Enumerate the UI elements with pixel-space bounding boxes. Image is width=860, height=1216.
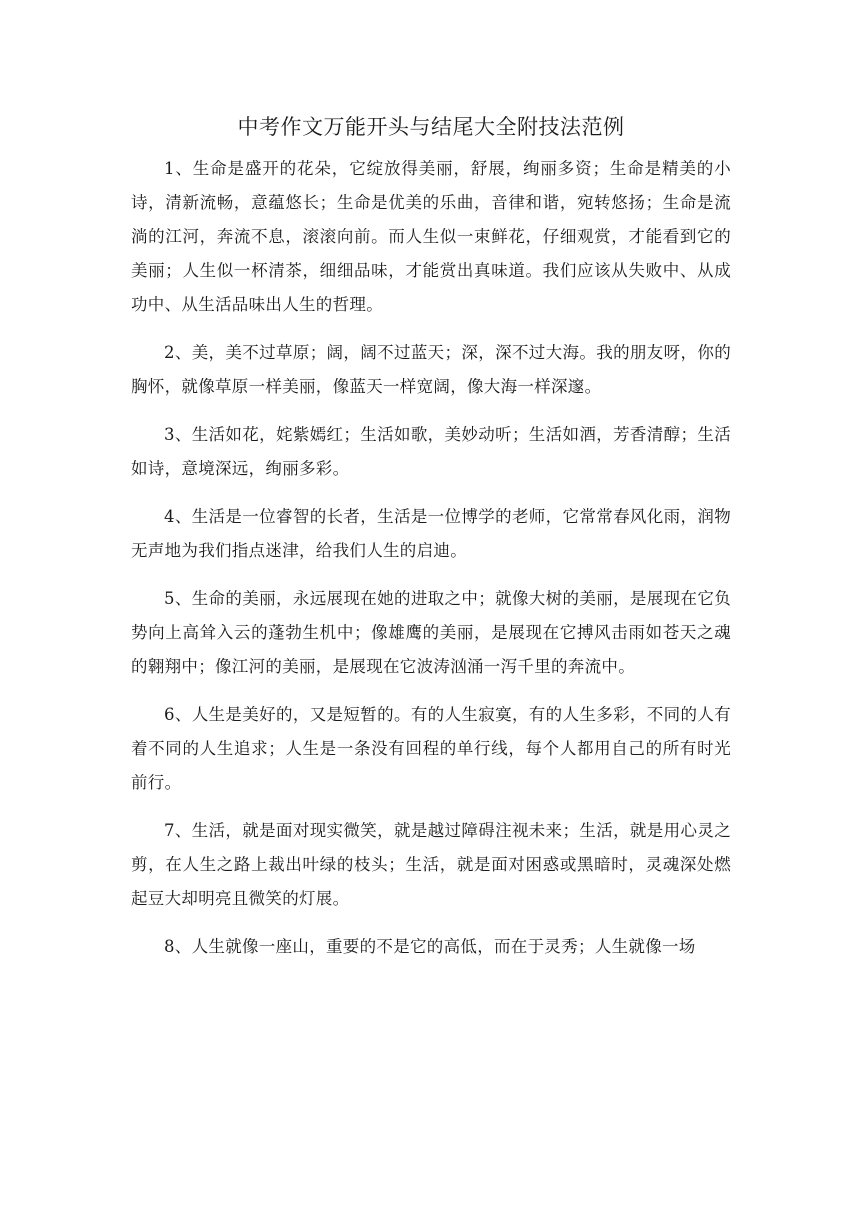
paragraph-3: 3、生活如花，姹紫嫣红；生活如歌，美妙动听；生活如酒，芳香清醇；生活如诗，意境深远，绚丽多彩。 — [131, 425, 731, 478]
paragraph-6: 6、人生是美好的，又是短暂的。有的人生寂寞，有的人生多彩，不同的人有着不同的人生追求；人生是一条没有回程的单行线，每个人都用自己的所有时光前行。 — [131, 705, 731, 792]
document-title: 中考作文万能开头与结尾大全附技法范例 — [237, 115, 625, 139]
paragraph-4: 4、生活是一位睿智的长者，生活是一位博学的老师，它常常春风化雨，润物无声地为我们指点迷津，给我们人生的启迪。 — [131, 507, 731, 560]
document-body — [131, 112, 731, 978]
paragraph-1: 1、生命是盛开的花朵，它绽放得美丽，舒展，绚丽多资；生命是精美的小诗，清新流畅，意蕴悠长；生命是优美的乐曲，音律和谐，宛转悠扬；生命是流淌的江河，奔流不息，滚滚向前。而人生似一束鲜花，仔细观赏，才能看到它的美丽；人生似一杯清茶，细细品味，才能赏出真味道。我们应该从失败中、从成功中、从生活品味出人生的哲理。 — [131, 159, 731, 314]
paragraph-2: 2、美，美不过草原；阔，阔不过蓝天；深，深不过大海。我的朋友呀，你的胸怀，就像草原一样美丽，像蓝天一样宽阔，像大海一样深邃。 — [131, 343, 731, 396]
paragraph-8: 8、人生就像一座山，重要的不是它的高低，而在于灵秀；人生就像一场 — [164, 937, 696, 956]
paragraph-7: 7、生活，就是面对现实微笑，就是越过障碍注视未来；生活，就是用心灵之剪，在人生之路上裁出叶绿的枝头；生活，就是面对困惑或黑暗时，灵魂深处燃起豆大却明亮且微笑的灯展。 — [131, 821, 731, 908]
paragraph-5: 5、生命的美丽，永远展现在她的进取之中；就像大树的美丽，是展现在它负势向上高耸入云的蓬勃生机中；像雄鹰的美丽，是展现在它搏风击雨如苍天之魂的翱翔中；像江河的美丽，是展现在它波涛汹涌一泻千里的奔流中。 — [131, 589, 731, 676]
